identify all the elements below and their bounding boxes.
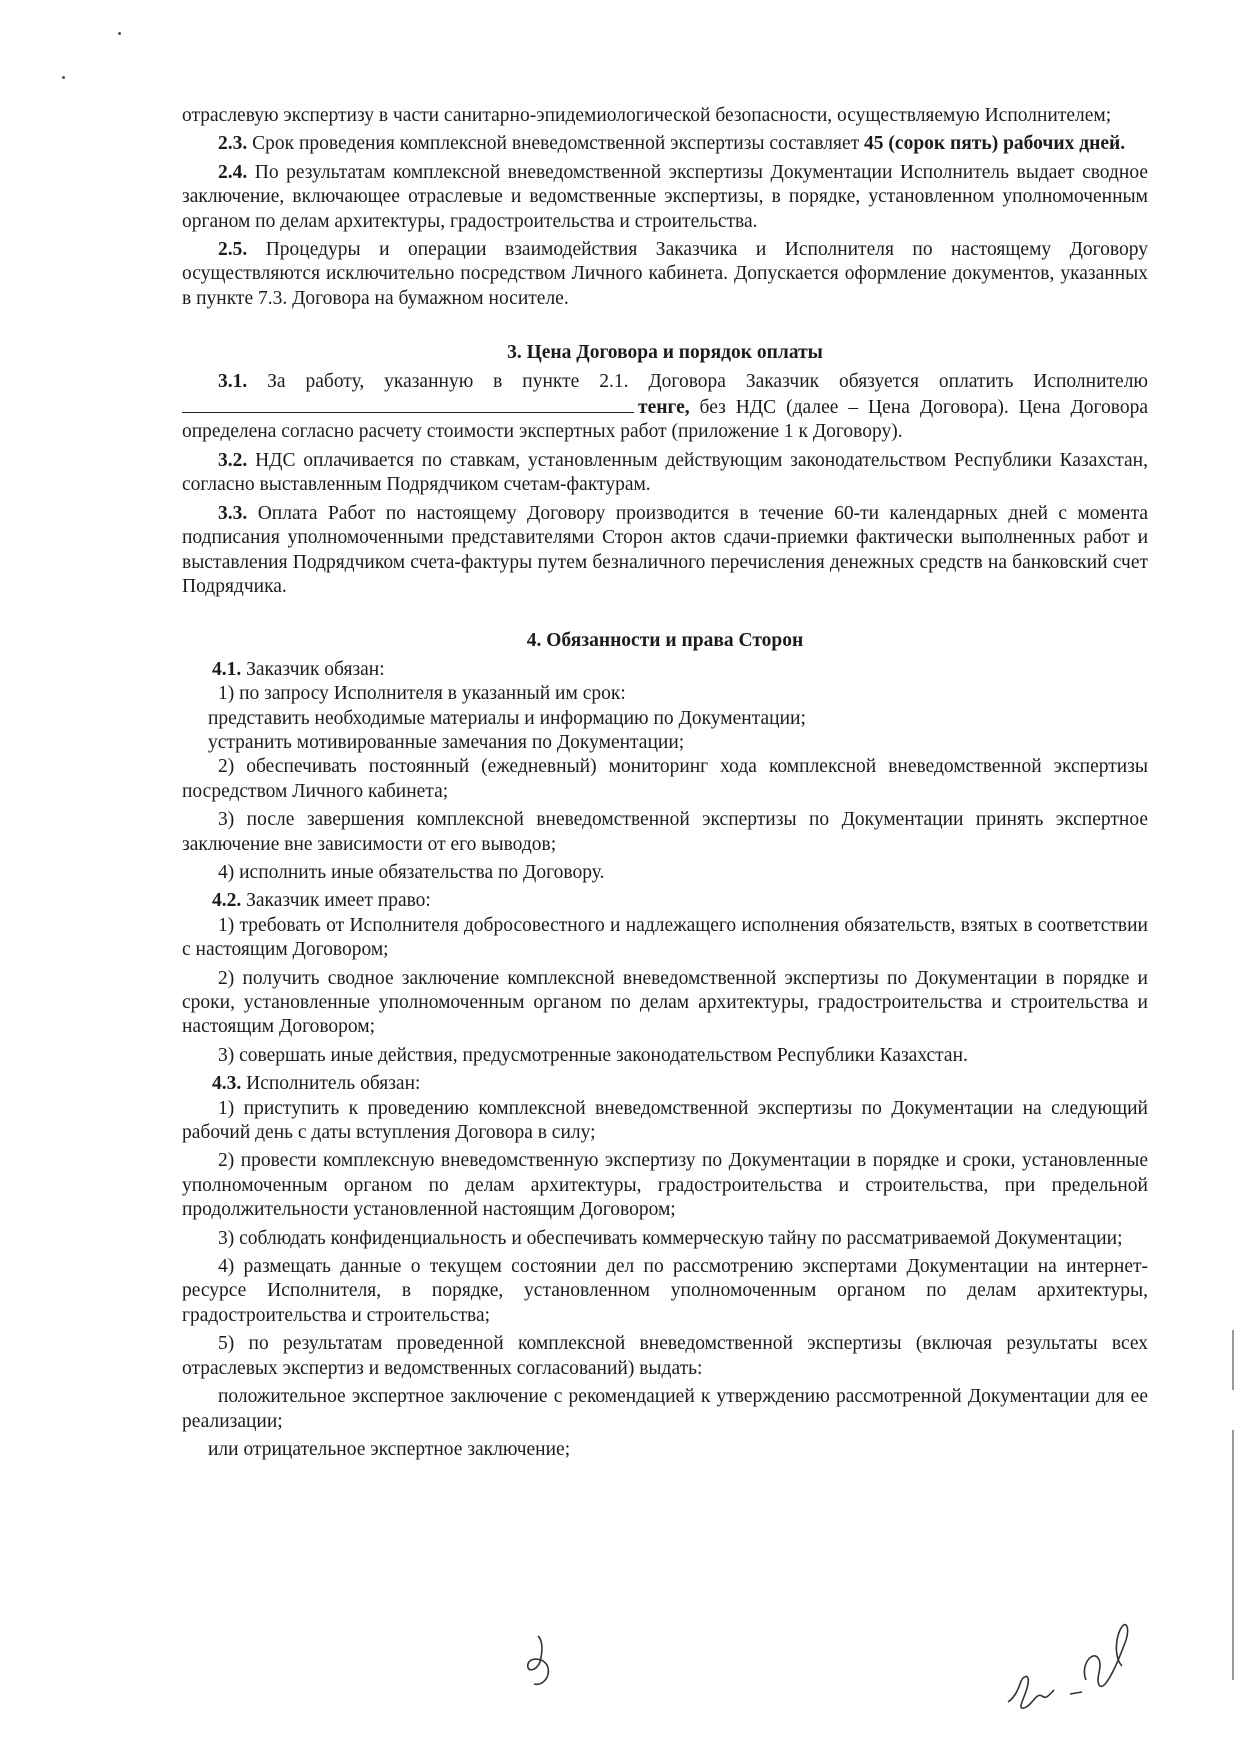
clause-text: НДС оплачивается по ставкам, установленным действующим законодательством Республики Казахстан, согласно выставленным Подрядчиком счетам-фактурам. (182, 449, 1148, 496)
list-item: 1) приступить к проведению комплексной вневедомственной экспертизы по Документации на следующий рабочий день с даты вступления Договора в силу; (182, 1097, 1148, 1144)
document-page (182, 104, 1148, 1462)
scan-speck (118, 32, 121, 35)
list-item: 4) размещать данные о текущем состоянии дел по рассмотрению экспертами Документации на интернет-ресурсе Исполнителя, в порядке, установленном уполномоченным органом по делам архитектуры, градостроительства и строительства; (182, 1256, 1148, 1326)
clause-number: 3.3. (218, 502, 248, 524)
clause-text: За работу, указанную в пункте 2.1. Договора Заказчик обязуется оплатить Исполнителю (247, 370, 1148, 392)
list-item: 2) получить сводное заключение комплексной вневедомственной экспертизы по Документации в порядке и сроки, установленные уполномоченным органом по делам архитектуры, градостроительства и строительства и настоящим Договором; (182, 967, 1148, 1038)
clause-text: По результатам комплексной вневедомственной экспертизы Документации Исполнитель выдает сводное заключение, включающее отраслевые и ведомственные экспертизы, в порядке, установленном уполномоченным органом по делам архитектуры, градостроительства и строительства. (182, 161, 1148, 232)
clause-number: 2.5. (218, 239, 248, 261)
paragraph-2-5 (182, 238, 1148, 311)
scan-edge-mark (1232, 1430, 1234, 1680)
paragraph-2-2-continuation: отраслевую экспертизу в части санитарно-эпидемиологической безопасности, осуществляемую Исполнителем; (182, 105, 1112, 126)
clause-number: 3.1. (218, 370, 248, 392)
list-item: 1) требовать от Исполнителя добросовестного и надлежащего исполнения обязательств, взятых в соответствии с настоящим Договором; (182, 914, 1148, 961)
paragraph-3-3 (182, 502, 1148, 600)
paragraph-2-3 (182, 132, 1148, 156)
section-3-heading: 3. Цена Договора и порядок оплаты (507, 342, 823, 364)
list-item: 2) обеспечивать постоянный (ежедневный) мониторинг хода комплексной вневедомственной экспертизы посредством Личного кабинета; (182, 756, 1148, 802)
list-item: устранить мотивированные замечания по Документации; (208, 731, 685, 753)
clause-text: Заказчик имеет право: (241, 890, 431, 912)
list-item: или отрицательное экспертное заключение; (208, 1438, 571, 1460)
handwritten-signature (1000, 1610, 1160, 1720)
clause-number: 4.1. (212, 658, 242, 680)
clause-bold-text: 45 (сорок пять) рабочих дней. (864, 133, 1126, 155)
list-item: 2) провести комплексную вневедомственную экспертизу по Документации в порядке и сроки, установленные уполномоченным органом по делам архитектуры, градостроительства и строительства, при предельной продолжительности установленной настоящим Договором; (182, 1150, 1148, 1221)
clause-text: Процедуры и операции взаимодействия Заказчика и Исполнителя по настоящему Договору осуществляются исключительно посредством Личного кабинета. Допускается оформление документов, указанных в пункте 7.3. Договора на бумажном носителе. (182, 239, 1148, 309)
clause-number: 2.4. (218, 161, 248, 183)
currency-label: тенге, (638, 397, 690, 419)
clause-text: без НДС (далее – Цена Договора). Цена Договора определена согласно расчету стоимости экспертных работ (приложение 1 к Договору). (182, 397, 1148, 443)
list-item: 3) совершать иные действия, предусмотренные законодательством Республики Казахстан. (218, 1044, 968, 1066)
clause-number: 2.3. (218, 133, 248, 155)
paragraph-4-1 (182, 658, 1148, 682)
list-item: 3) после завершения комплексной вневедомственной экспертизы по Документации принять экспертное заключение вне зависимости от его выводов; (182, 809, 1148, 855)
paragraph-4-3 (182, 1072, 1148, 1096)
clause-number: 3.2. (218, 449, 248, 471)
paragraph-4-2 (182, 889, 1148, 913)
list-item: 1) по запросу Исполнителя в указанный им срок: (218, 683, 626, 705)
list-item: 5) по результатам проведенной комплексной вневедомственной экспертизы (включая результаты всех отраслевых экспертиз и ведомственных согласований) выдать: (182, 1333, 1148, 1379)
clause-text: Срок проведения комплексной вневедомственной экспертизы составляет (247, 133, 865, 155)
clause-text: Заказчик обязан: (241, 658, 385, 680)
price-blank-line (182, 394, 634, 413)
paragraph-2-4 (182, 161, 1148, 234)
paragraph-3-1 (182, 370, 1148, 445)
list-item: представить необходимые материалы и информацию по Документации; (208, 707, 806, 729)
list-item: 4) исполнить иные обязательства по Договору. (218, 861, 605, 883)
section-4-heading: 4. Обязанности и права Сторон (526, 630, 804, 652)
paragraph-3-2 (182, 449, 1148, 498)
clause-text: Оплата Работ по настоящему Договору производится в течение 60-ти календарных дней с момента подписания уполномоченными представителями Сторон актов сдачи-приемки фактически выполненных работ и выставления Подрядчиком счета-фактуры путем безналичного перечисления денежных средств на банковский счет Подрядчика. (182, 502, 1148, 597)
list-item: положительное экспертное заключение с рекомендацией к утверждению рассмотренной Документации для ее реализации; (182, 1386, 1148, 1432)
scan-edge-mark (1232, 1330, 1234, 1390)
clause-number: 4.2. (212, 890, 242, 912)
scan-speck (62, 76, 65, 79)
clause-number: 4.3. (212, 1073, 242, 1095)
list-item: 3) соблюдать конфиденциальность и обеспечивать коммерческую тайну по рассматриваемой Документации; (218, 1227, 1123, 1249)
handwritten-initial-mark (520, 1632, 560, 1692)
clause-text: Исполнитель обязан: (241, 1073, 421, 1095)
